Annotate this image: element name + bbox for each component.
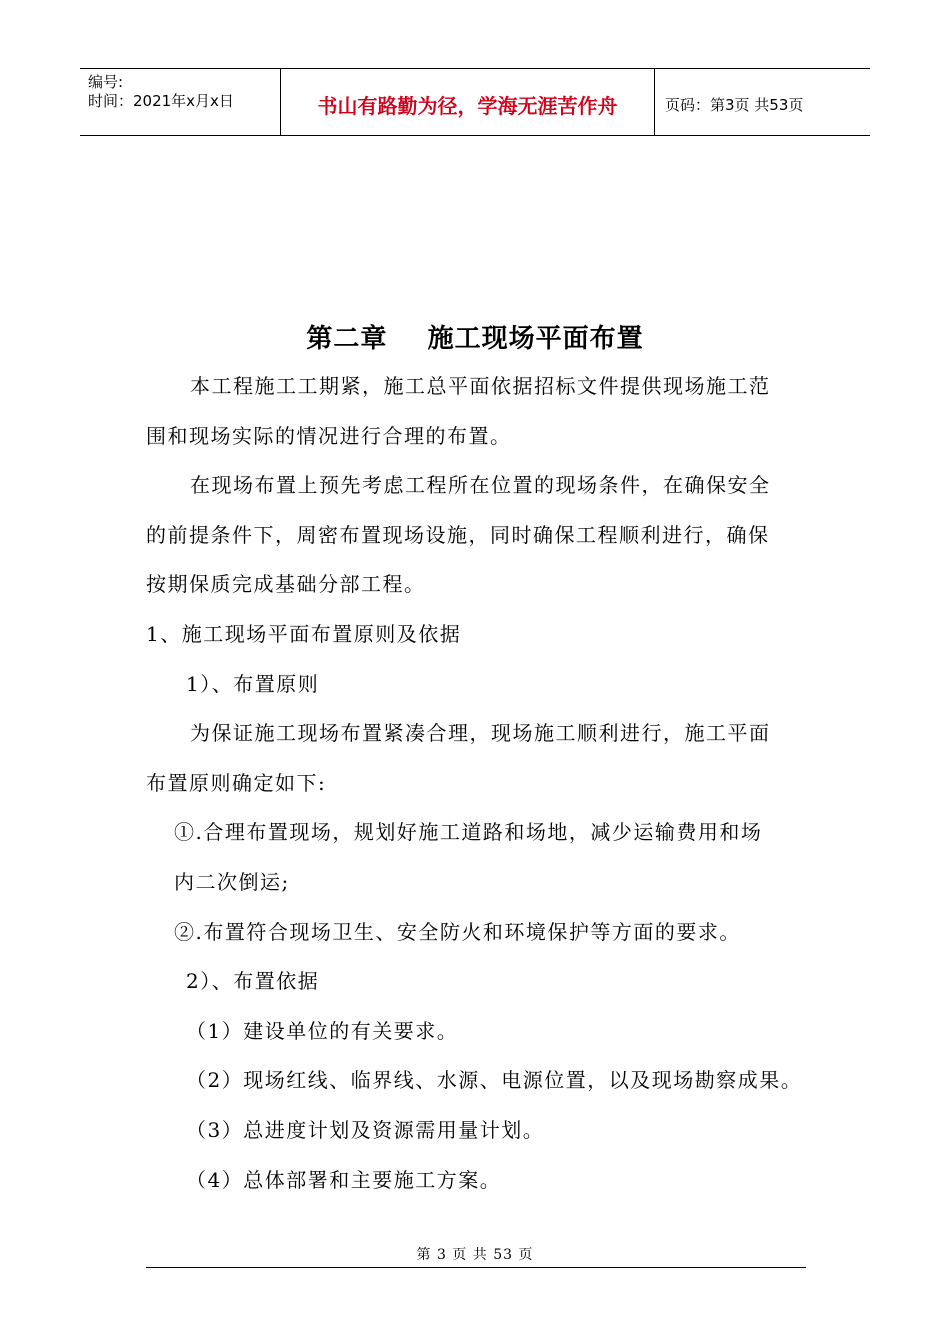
paragraph-line: 布置原则确定如下:: [146, 770, 327, 795]
list-item-continuation: 内二次倒运;: [174, 869, 290, 894]
list-item: （3）总进度计划及资源需用量计划。: [186, 1117, 545, 1142]
page-footer: 第 3 页 共 53 页: [416, 1247, 534, 1263]
paragraph-line: 本工程施工工期紧，施工总平面依据招标文件提供现场施工范: [190, 374, 771, 398]
list-item: （2）现场红线、临界线、水源、电源位置，以及现场勘察成果。: [186, 1068, 803, 1093]
header-meta-cell: [80, 69, 281, 135]
paragraph-line: 在现场布置上预先考虑工程所在位置的现场条件，在确保安全: [190, 473, 771, 498]
paragraph-line: 按期保质完成基础分部工程。: [146, 572, 426, 597]
paragraph-line: 的前提条件下，周密布置现场设施，同时确保工程顺利进行，确保: [146, 522, 770, 547]
list-item: （1）建设单位的有关要求。: [186, 1018, 459, 1043]
header-motto: 书山有路勤为径，学海无涯苦作舟: [281, 69, 655, 135]
paragraph-line: 围和现场实际的情况进行合理的布置。: [146, 423, 512, 448]
list-item: ①.合理布置现场，规划好施工道路和场地，减少运输费用和场: [174, 820, 763, 845]
footer-divider: [146, 1267, 806, 1268]
document-body: [146, 362, 808, 1205]
section-heading: 1、施工现场平面布置原则及依据: [146, 621, 462, 646]
paragraph-line: 为保证施工现场布置紧凑合理，现场施工顺利进行，施工平面: [190, 721, 771, 746]
page-header: [80, 68, 870, 136]
document-date: 时间：2021年x月x日: [88, 92, 234, 110]
chapter-title: 第二章 施工现场平面布置: [306, 324, 644, 354]
document-number-label: 编号:: [88, 73, 124, 91]
subsection-heading: 2）、布置依据: [186, 969, 320, 994]
header-page-info: 页码：第3页 共53页: [665, 95, 804, 114]
list-item: （4）总体部署和主要施工方案。: [186, 1167, 502, 1192]
list-item: ②.布置符合现场卫生、安全防火和环境保护等方面的要求。: [174, 919, 741, 944]
subsection-heading: 1）、布置原则: [186, 671, 320, 696]
